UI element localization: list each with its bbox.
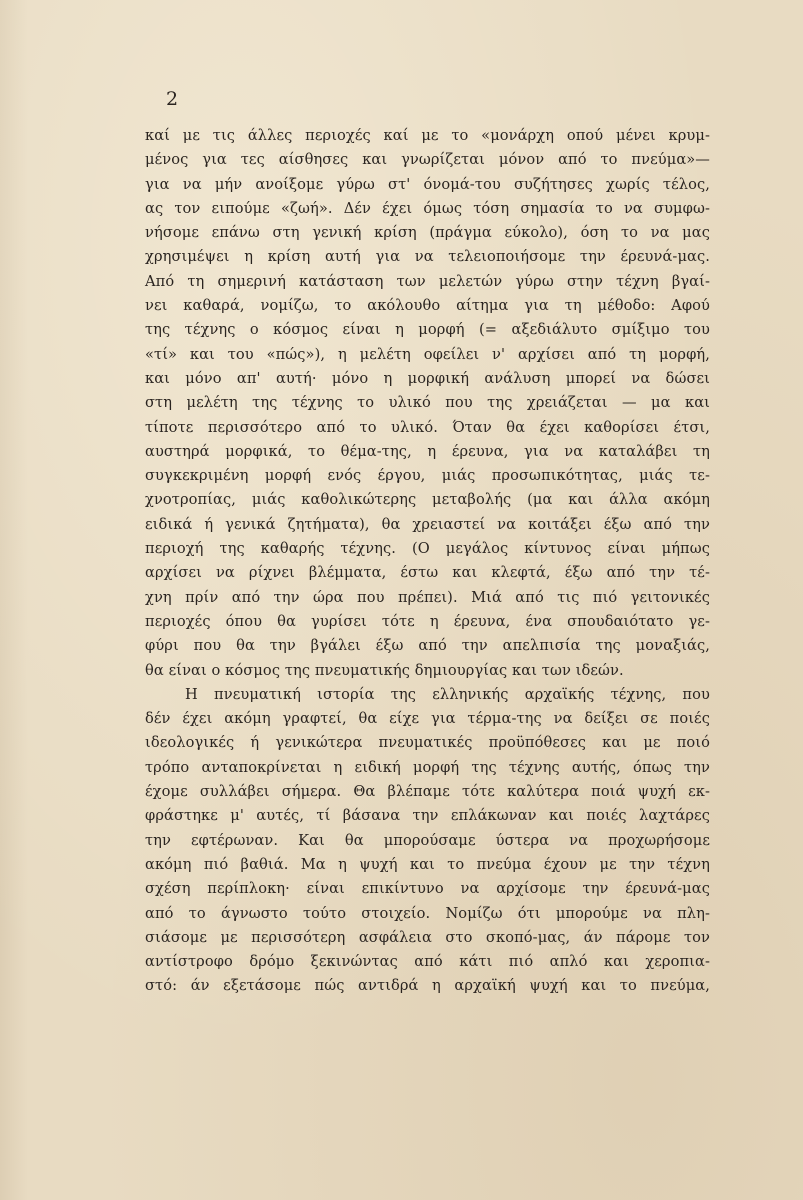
text-line: ακόμη πιό βαθιά. Μα η ψυχή και το πνεύμα έχουν με την τέχνη xyxy=(145,855,710,873)
text-line: θα είναι ο κόσμος της πνευματικής δημιουργίας και των ιδεών. xyxy=(145,661,624,679)
text-line: σχέση περίπλοκη· είναι επικίντυνο να αρχίσομε την έρευνά-μας xyxy=(145,880,710,898)
page-number: 2 xyxy=(166,88,179,110)
text-line: ιδεολογικές ή γενικώτερα πνευματικές προϋπόθεσες και με ποιό xyxy=(145,734,710,752)
text-line: περιοχή της καθαρής τέχνης. (Ο μεγάλος κίντυνος είναι μήπως xyxy=(145,540,710,558)
text-line: δέν έχει ακόμη γραφτεί, θα είχε για τέρμα-της να δείξει σε ποιές xyxy=(145,710,710,728)
text-line: χνη πρίν από την ώρα που πρέπει). Μιά από τις πιό γειτονικές xyxy=(145,588,710,606)
text-line: μένος για τες αίσθησες και γνωρίζεται μόνον από το πνεύμα»— xyxy=(145,151,710,169)
text-line: καί με τις άλλες περιοχές καί με το «μονάρχη οπού μένει κρυμ- xyxy=(145,127,710,144)
text-line: σιάσομε με περισσότερη ασφάλεια στο σκοπό-μας, άν πάρομε τον xyxy=(145,928,710,946)
text-line: Από τη σημερινή κατάσταση των μελετών γύρω στην τέχνη βγαί- xyxy=(145,272,710,290)
text-line: φύρι που θα την βγάλει έξω από την απελπισία της μοναξιάς, xyxy=(145,637,710,655)
body-text xyxy=(145,124,710,999)
text-line: χρησιμέψει η κρίση αυτή για να τελειοποιήσομε την έρευνά-μας. xyxy=(145,248,710,266)
text-line: περιοχές όπου θα γυρίσει τότε η έρευνα, ένα σπουδαιότατο γε- xyxy=(145,612,710,630)
text-line: νήσομε επάνω στη γενική κρίση (πράγμα εύκολο), όση το να μας xyxy=(145,224,710,242)
text-line: Η πνευματική ιστορία της ελληνικής αρχαϊκής τέχνης, που xyxy=(185,685,710,703)
text-line: αντίστροφο δρόμο ξεκινώντας από κάτι πιό απλό και χεροπια- xyxy=(145,953,710,971)
text-line: ειδικά ή γενικά ζητήματα), θα χρειαστεί να κοιτάξει έξω από την xyxy=(145,515,710,533)
text-line: και μόνο απ' αυτή· μόνο η μορφική ανάλυση μπορεί να δώσει xyxy=(145,369,710,387)
text-line: αρχίσει να ρίχνει βλέμματα, έστω και κλεφτά, έξω από την τέ- xyxy=(145,564,710,582)
text-line: φράστηκε μ' αυτές, τί βάσανα την επλάκωναν και ποιές λαχτάρες xyxy=(145,807,710,825)
text-line: για να μήν ανοίξομε γύρω στ' όνομά-του συζήτησες χωρίς τέλος, xyxy=(145,175,710,193)
text-line: της τέχνης ο κόσμος είναι η μορφή (= αξεδιάλυτο σμίξιμο του xyxy=(145,321,710,339)
text-line: έχομε συλλάβει σήμερα. Θα βλέπαμε τότε καλύτερα ποιά ψυχή εκ- xyxy=(145,783,710,801)
text-line: στη μελέτη της τέχνης το υλικό που της χρειάζεται — μα και xyxy=(145,394,710,412)
text-line: χνοτροπίας, μιάς καθολικώτερης μεταβολής (μα και άλλα ακόμη xyxy=(145,491,710,509)
text-line: νει καθαρά, νομίζω, το ακόλουθο αίτημα για τη μέθοδο: Αφού xyxy=(145,297,710,315)
text-line: αυστηρά μορφικά, το θέμα-της, η έρευνα, για να καταλάβει τη xyxy=(145,442,710,460)
text-line: τίποτε περισσότερο από το υλικό. Όταν θα έχει καθορίσει έτσι, xyxy=(145,418,710,436)
text-line: ας τον ειπούμε «ζωή». Δέν έχει όμως τόση σημασία το να συμφω- xyxy=(145,199,710,217)
text-line: από το άγνωστο τούτο στοιχείο. Νομίζω ότι μπορούμε να πλη- xyxy=(145,904,710,922)
text-line: την εφτέρωναν. Και θα μπορούσαμε ύστερα να προχωρήσομε xyxy=(145,831,710,849)
text-line: τρόπο ανταποκρίνεται η ειδική μορφή της τέχνης αυτής, όπως την xyxy=(145,758,710,776)
text-line: συγκεκριμένη μορφή ενός έργου, μιάς προσωπικότητας, μιάς τε- xyxy=(145,467,710,485)
text-line: στό: άν εξετάσομε πώς αντιδρά η αρχαϊκή ψυχή και το πνεύμα, xyxy=(145,977,710,995)
text-line: «τί» και του «πώς»), η μελέτη οφείλει ν' αρχίσει από τη μορφή, xyxy=(145,345,710,363)
